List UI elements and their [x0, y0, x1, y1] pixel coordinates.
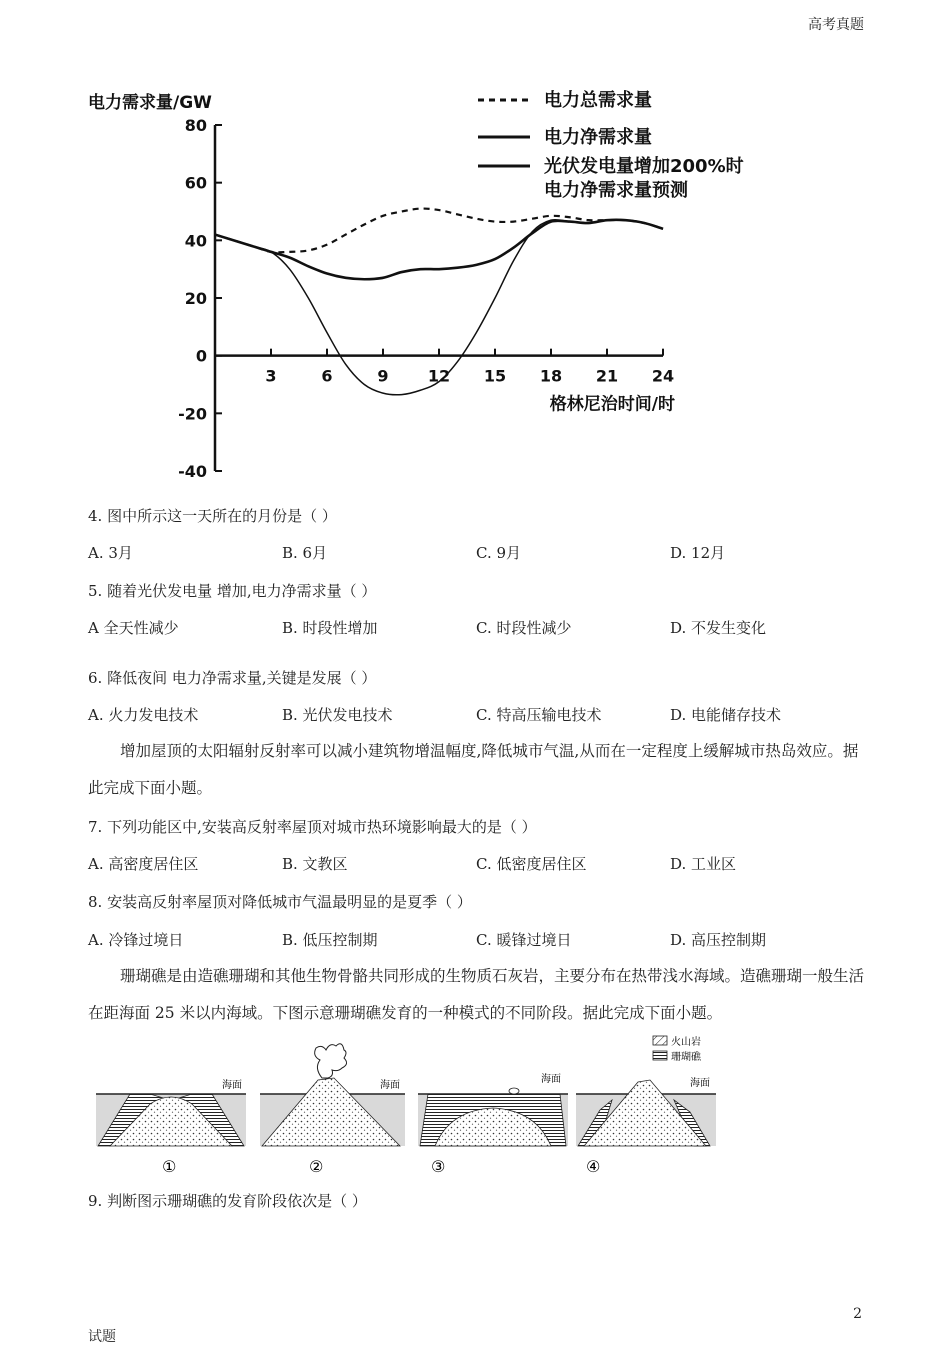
question-7-stem: 7. 下列功能区中,安装高反射率屋顶对城市热环境影响最大的是（ ）	[88, 818, 537, 836]
x-tick-label: 9	[377, 366, 389, 386]
x-tick-label: 12	[427, 366, 451, 386]
legend-net-demand: 电力净需求量	[544, 127, 652, 148]
coral-reef-paragraph: 珊瑚礁是由造礁珊瑚和其他生物骨骼共同形成的生物质石灰岩，主要分布在热带浅水海域。造礁珊瑚一般生活在距海面 25 米以内海域。下图示意珊瑚礁发育的一种模式的不同阶段。据此完成下面小题。	[88, 967, 865, 1022]
y-tick-label: 80	[184, 116, 207, 135]
coral-panel-2	[260, 1044, 405, 1176]
question-6-stem: 6. 降低夜间 电力净需求量,关键是发展（ ）	[88, 669, 377, 687]
question-8-stem: 8. 安装高反射率屋顶对降低城市气温最明显的是夏季（ ）	[88, 893, 472, 911]
question-7-option-a: A. 高密度居住区	[88, 855, 199, 873]
legend-volcanic-rock: 火山岩	[671, 1037, 701, 1048]
y-tick-label: -20	[178, 404, 207, 424]
question-6-option-c: C. 特高压输电技术	[476, 706, 602, 724]
question-8-option-a: A. 冷锋过境日	[88, 931, 184, 949]
question-7-option-d: D. 工业区	[670, 855, 737, 873]
panel-label-2: ②	[309, 1157, 324, 1176]
question-7-option-c: C. 低密度居住区	[476, 855, 587, 873]
sea-level-label: 海面	[690, 1078, 710, 1089]
panel-label-4: ④	[586, 1157, 601, 1176]
coral-reef-legend-swatch	[653, 1051, 667, 1060]
question-4-option-b: B. 6月	[282, 544, 328, 562]
x-tick-label: 24	[651, 366, 675, 386]
question-9-stem: 9. 判断图示珊瑚礁的发育阶段依次是（ ）	[88, 1192, 367, 1210]
page-number: 2	[853, 1306, 862, 1322]
sea-level-label: 海面	[222, 1080, 242, 1091]
coral-panel-3	[418, 1072, 568, 1176]
footer-label: 试题	[88, 1329, 116, 1345]
question-4-option-c: C. 9月	[476, 544, 522, 562]
sea-level-label: 海面	[380, 1080, 400, 1091]
question-4-option-d: D. 12月	[670, 544, 726, 562]
y-tick-label: 60	[184, 173, 207, 193]
coral-panel-4	[576, 1076, 716, 1176]
x-tick-label: 6	[321, 366, 333, 386]
panel-label-1: ①	[162, 1157, 177, 1176]
y-tick-label: 20	[184, 289, 207, 308]
electricity-demand-chart	[80, 80, 780, 500]
x-axis-label: 格林尼治时间/时	[549, 394, 675, 415]
sea-level-label: 海面	[541, 1074, 561, 1085]
question-8-option-b: B. 低压控制期	[282, 931, 378, 949]
legend-projected-net-demand: 光伏发电量增加200%时	[544, 156, 744, 177]
coral-figure-legend	[653, 1035, 702, 1063]
net-demand-line	[215, 220, 663, 279]
question-5-option-a: A 全天性减少	[88, 619, 179, 637]
header-label: 高考真题	[808, 17, 864, 33]
x-tick-label: 3	[265, 366, 277, 386]
y-tick-label: -40	[178, 462, 207, 481]
volcanic-rock-legend-swatch	[653, 1036, 667, 1045]
x-tick-label: 15	[483, 366, 507, 386]
legend-projected-net-demand: 电力净需求量预测	[544, 180, 688, 201]
y-tick-label: 0	[195, 346, 207, 366]
question-5-option-c: C. 时段性减少	[476, 619, 572, 637]
question-6-option-d: D. 电能储存技术	[670, 706, 782, 724]
coral-panel-1	[96, 1078, 246, 1176]
question-5-option-b: B. 时段性增加	[282, 619, 378, 637]
legend-coral-reef: 珊瑚礁	[671, 1052, 701, 1063]
coral-reef-stages-figure	[90, 1030, 730, 1180]
roof-reflectivity-paragraph: 增加屋顶的太阳辐射反射率可以减小建筑物增温幅度,降低城市气温,从而在一定程度上缓解城市热岛效应。据此完成下面小题。	[88, 742, 859, 797]
question-8-option-c: C. 暖锋过境日	[476, 931, 572, 949]
y-axis-label: 电力需求量/GW	[88, 93, 212, 113]
question-6-option-a: A. 火力发电技术	[88, 706, 199, 724]
panel-label-3: ③	[431, 1157, 446, 1176]
question-4-option-a: A. 3月	[88, 544, 133, 562]
x-tick-label: 21	[595, 366, 619, 386]
x-tick-label: 18	[539, 366, 563, 386]
legend-total-demand: 电力总需求量	[544, 90, 652, 111]
question-5-stem: 5. 随着光伏发电量 增加,电力净需求量（ ）	[88, 582, 377, 600]
question-8-option-d: D. 高压控制期	[670, 931, 767, 949]
question-4-stem: 4. 图中所示这一天所在的月份是（ ）	[88, 507, 337, 525]
y-tick-label: 40	[184, 231, 207, 251]
question-7-option-b: B. 文教区	[282, 855, 348, 873]
question-6-option-b: B. 光伏发电技术	[282, 706, 393, 724]
question-5-option-d: D. 不发生变化	[670, 619, 767, 637]
total-demand-line	[215, 209, 663, 253]
